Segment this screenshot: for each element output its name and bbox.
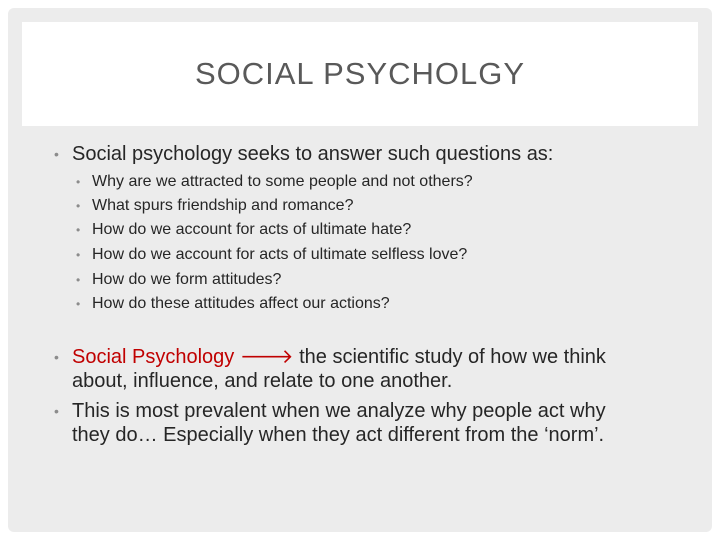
sub-bullet-text: How do we form attitudes? [92,271,282,288]
sub-bullet-item [76,243,467,267]
sub-bullet-item [76,170,473,194]
definition-term: Social Psychology [72,346,235,368]
bullet-icon: • [54,349,59,365]
bullet-icon: • [76,248,81,262]
definition-body: the scientific study of how we think about, influence, and relate to one another. [72,346,606,392]
slide-title: SOCIAL PSYCHOLGY [194,56,526,91]
sub-bullet-item [76,292,390,316]
sub-bullet-item [76,218,411,242]
sub-bullet-text: How do these attitudes affect our actions? [92,295,390,312]
sub-bullet-text: How do we account for acts of ultimate hate? [92,221,412,238]
sub-bullet-text: Why are we attracted to some people and not others? [92,173,473,190]
arrow-right-icon: 🡒 [239,346,294,368]
main-bullet-intro [54,142,553,166]
bullet-icon: • [76,175,81,189]
sub-bullet-text: What spurs friendship and romance? [92,197,354,214]
definition-text [72,345,606,393]
bullet-icon: • [54,403,59,419]
bullet-icon: • [76,297,81,311]
main-bullet-text: Social psychology seeks to answer such questions as: [72,143,554,165]
closing-text: This is most prevalent when we analyze why people act why they do… Especially when they act different from the ‘norm’. [72,400,606,446]
closing-bullet [54,399,606,447]
bullet-icon: • [54,146,59,162]
definition-bullet [54,345,606,393]
title-box [22,22,698,126]
sub-bullet-item [76,268,281,292]
bullet-icon: • [76,223,81,237]
bullet-icon: • [76,199,81,213]
bullet-icon: • [76,273,81,287]
sub-bullet-text: How do we account for acts of ultimate selfless love? [92,246,468,263]
sub-bullet-item [76,194,353,218]
